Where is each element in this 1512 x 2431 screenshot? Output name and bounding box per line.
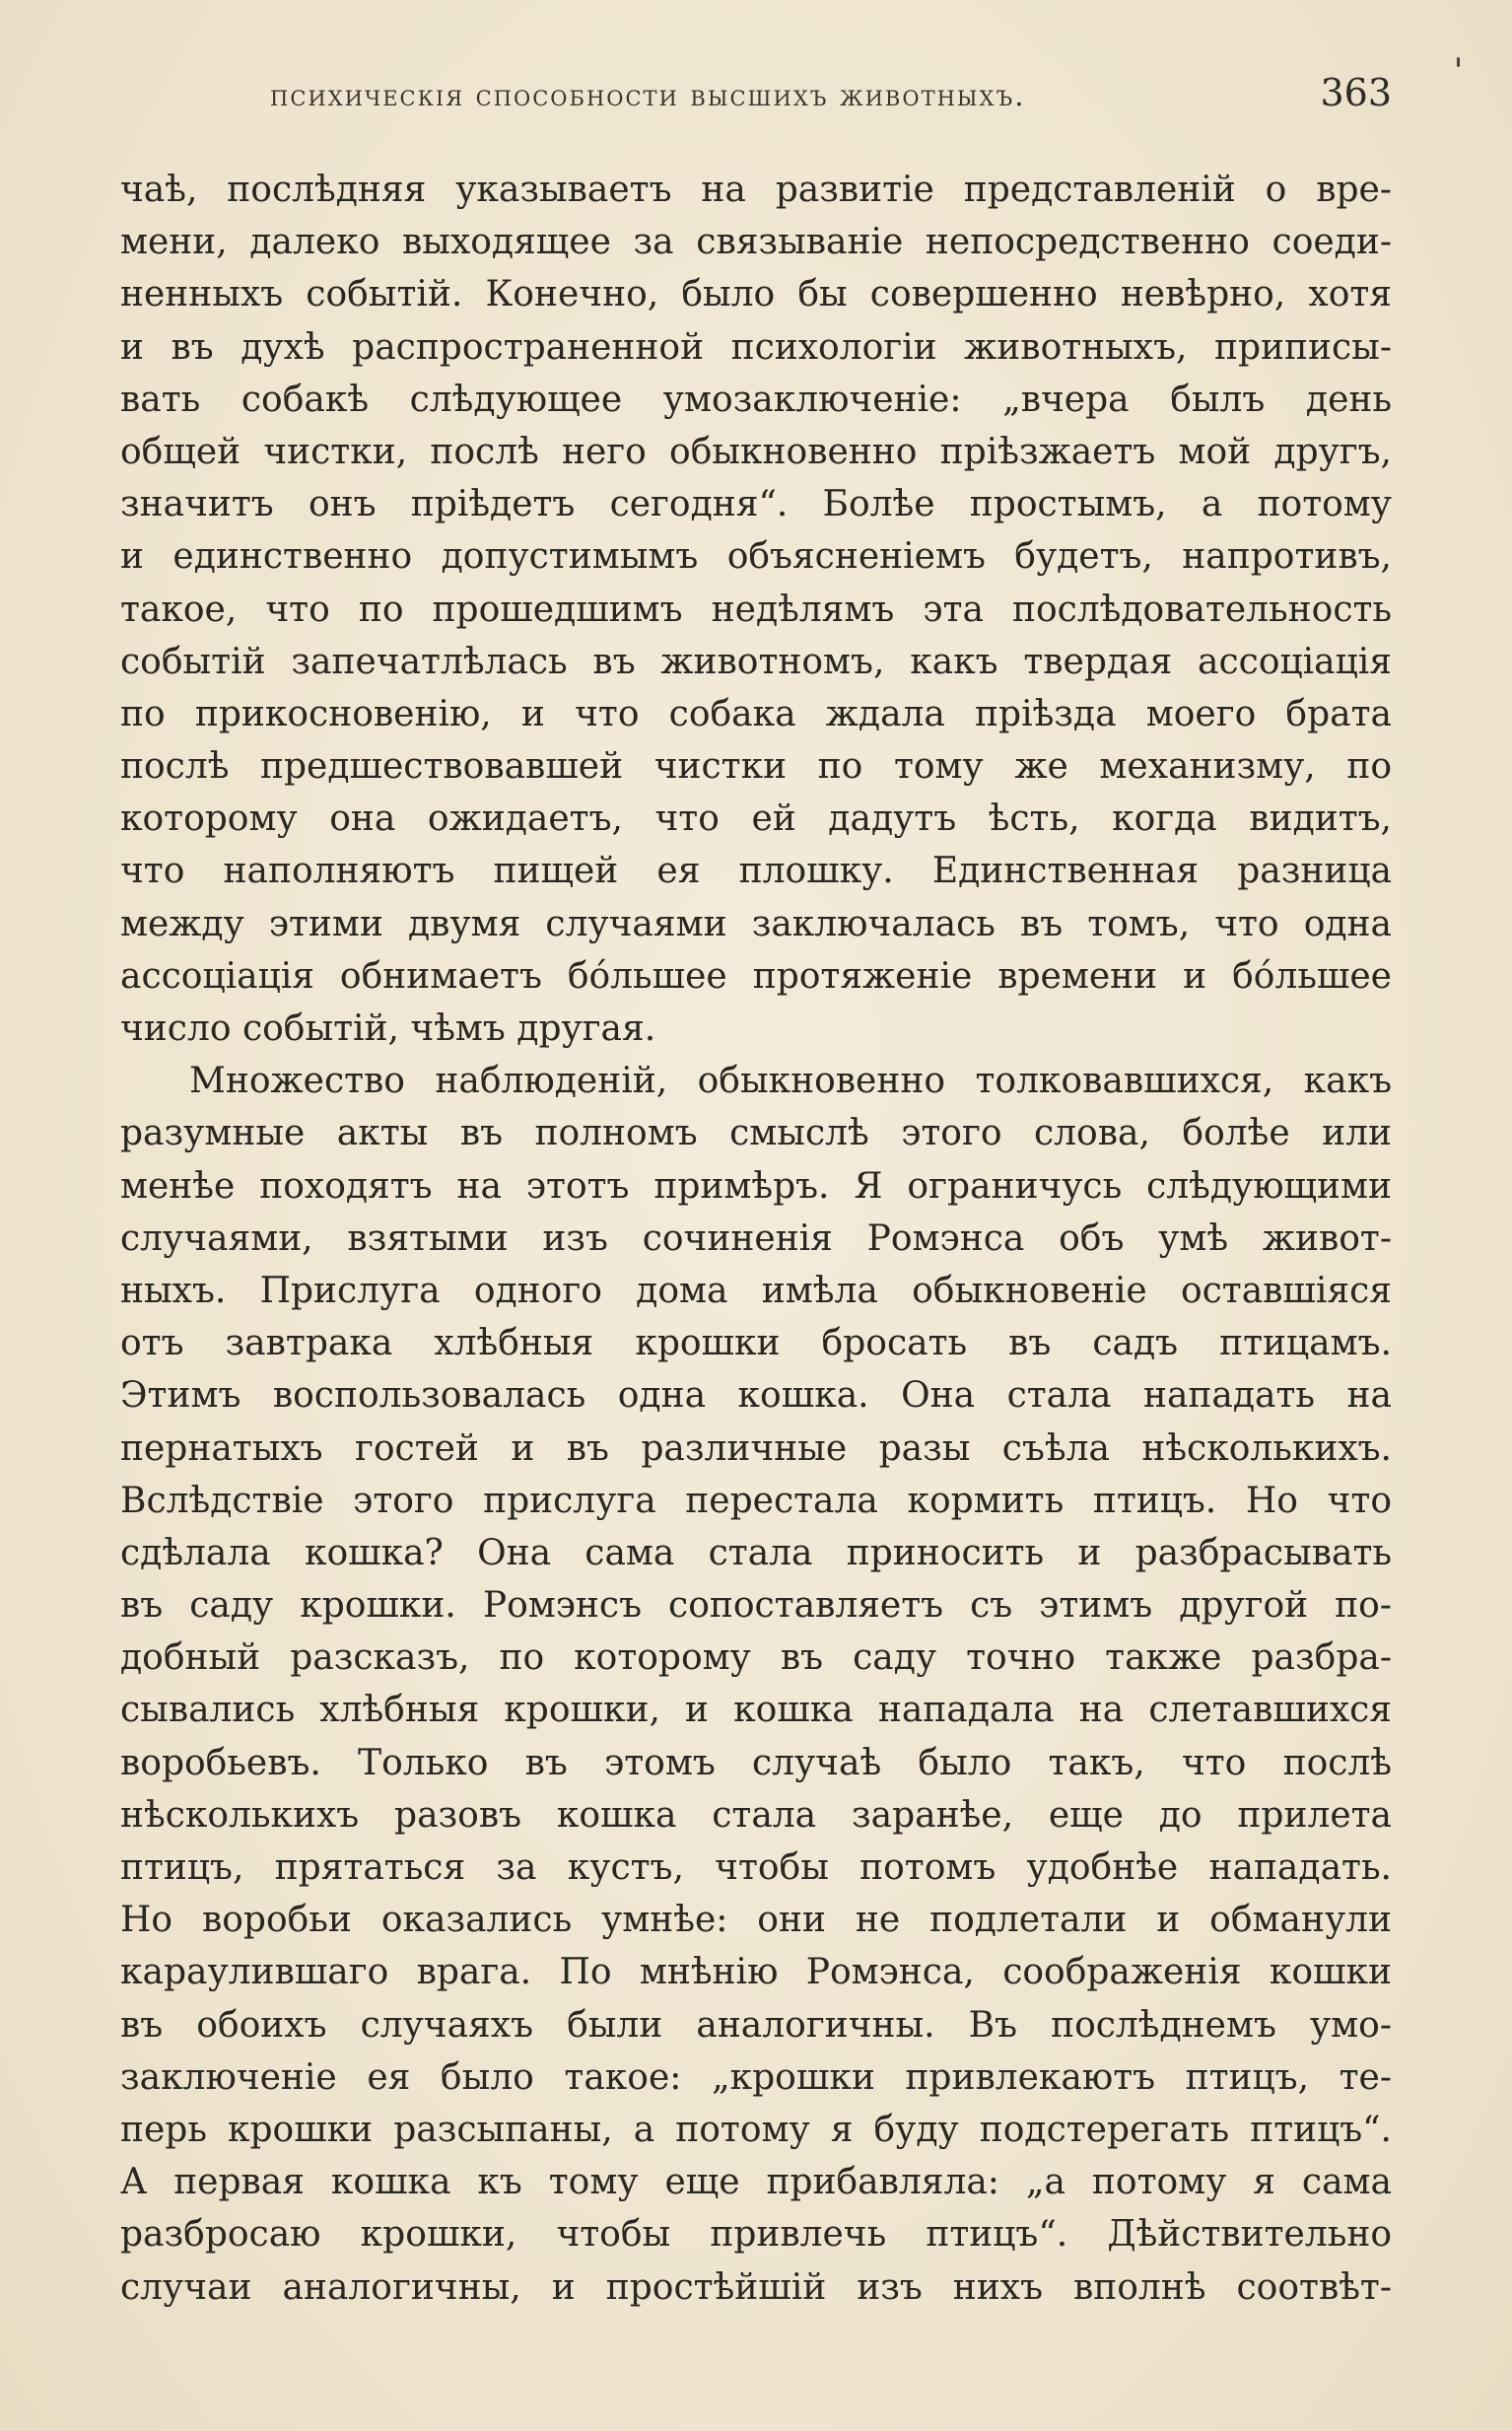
text-line: такое, что по прошедшимъ недѣлямъ эта послѣдовательность bbox=[120, 589, 1392, 630]
text-line: общей чистки, послѣ него обыкновенно пріѣзжаетъ мой другъ, bbox=[120, 431, 1392, 472]
text-line: число событій, чѣмъ другая. bbox=[120, 1008, 656, 1049]
text-line: что наполняютъ пищей ея плошку. Единственная разница bbox=[120, 851, 1392, 892]
text-line: которому она ожидаетъ, что ей дадутъ ѣсть, когда видитъ, bbox=[120, 799, 1392, 840]
text-line: значитъ онъ пріѣдетъ сегодня“. Болѣе простымъ, а потому bbox=[120, 484, 1392, 525]
paragraph-1 bbox=[120, 164, 1392, 1055]
text-line: добный разсказъ, по которому въ саду точно также разбра- bbox=[120, 1637, 1392, 1679]
text-line: ненныхъ событій. Конечно, было бы совершенно невѣрно, хотя bbox=[120, 274, 1392, 315]
text-line: событій запечатлѣлась въ животномъ, какъ твердая ассоціація bbox=[120, 641, 1392, 682]
running-title: психическія способности высшихъ животныхъ. bbox=[270, 79, 1026, 113]
text-line: ассоціація обнимаетъ бо́льшее протяженіе времени и бо́льшее bbox=[120, 955, 1392, 997]
text-line: А первая кошка къ тому еще прибавляла: „а потому я сама bbox=[120, 2162, 1392, 2203]
text-line: разумные акты въ полномъ смыслѣ этого слова, болѣе или bbox=[120, 1113, 1392, 1154]
text-line: и единственно допустимымъ объясненіемъ будетъ, напротивъ, bbox=[120, 536, 1392, 578]
running-head bbox=[120, 71, 1392, 130]
text-line: Вслѣдствіе этого прислуга перестала кормить птицъ. Но что bbox=[120, 1480, 1392, 1521]
text-line: между этими двумя случаями заключалась въ томъ, что одна bbox=[120, 903, 1392, 944]
text-line: чаѣ, послѣдняя указываетъ на развитіе представленій о вре- bbox=[120, 170, 1392, 210]
text-line: перь крошки разсыпаны, а потому я буду подстерегать птицъ“. bbox=[120, 2109, 1392, 2150]
text-line: послѣ предшествовавшей чистки по тому же механизму, по bbox=[120, 746, 1392, 788]
text-line: Но воробьи оказались умнѣе: они не подлетали и обманули bbox=[120, 1900, 1392, 1941]
text-line: воробьевъ. Только въ этомъ случаѣ было такъ, что послѣ bbox=[120, 1742, 1392, 1783]
paragraph-2 bbox=[120, 1055, 1392, 2314]
text-line: отъ завтрака хлѣбныя крошки бросать въ садъ птицамъ. bbox=[120, 1323, 1392, 1364]
text-line: птицъ, прятаться за кустъ, чтобы потомъ удобнѣе нападать. bbox=[120, 1847, 1392, 1888]
text-line: заключеніе ея было такое: „крошки привлекаютъ птицъ, те- bbox=[120, 2056, 1392, 2098]
text-line: по прикосновенію, и что собака ждала пріѣзда моего брата bbox=[120, 693, 1392, 734]
text-line: Этимъ воспользовалась одна кошка. Она стала нападать на bbox=[120, 1375, 1392, 1417]
text-line: менѣе походятъ на этотъ примѣръ. Я ограничусь слѣдующими bbox=[120, 1165, 1392, 1207]
text-line: Множество наблюденій, обыкновенно толковавшихся, какъ bbox=[189, 1061, 1392, 1102]
text-line: случаями, взятыми изъ сочиненія Ромэнса объ умѣ живот- bbox=[120, 1217, 1392, 1259]
body-text bbox=[120, 164, 1392, 2314]
text-line: случаи аналогичны, и простѣйшій изъ нихъ вполнѣ соотвѣт- bbox=[120, 2266, 1392, 2308]
text-line: вать собакѣ слѣдующее умозаключеніе: „вчера былъ день bbox=[120, 379, 1392, 420]
page-number: 363 bbox=[1320, 71, 1392, 114]
text-line: мени, далеко выходящее за связываніе непосредственно соеди- bbox=[120, 222, 1392, 263]
text-line: разбросаю крошки, чтобы привлечь птицъ“. Дѣйствительно bbox=[120, 2214, 1392, 2256]
text-line: въ обоихъ случаяхъ были аналогичны. Въ послѣднемъ умо- bbox=[120, 2004, 1392, 2046]
text-line: ныхъ. Прислуга одного дома имѣла обыкновеніе оставшіяся bbox=[120, 1270, 1392, 1311]
text-line: сдѣлала кошка? Она сама стала приносить и разбрасывать bbox=[120, 1532, 1392, 1573]
text-line: нѣсколькихъ разовъ кошка стала заранѣе, еще до прилета bbox=[120, 1794, 1392, 1836]
margin-speck bbox=[1457, 57, 1460, 67]
text-line: въ саду крошки. Ромэнсъ сопоставляетъ съ этимъ другой по- bbox=[120, 1585, 1392, 1627]
text-line: пернатыхъ гостей и въ различные разы съѣла нѣсколькихъ. bbox=[120, 1427, 1392, 1469]
text-line: сывались хлѣбныя крошки, и кошка нападала на слетавшихся bbox=[120, 1690, 1392, 1731]
text-line: и въ духѣ распространенной психологіи животныхъ, приписы- bbox=[120, 326, 1392, 368]
text-line: караулившаго врага. По мнѣнію Ромэнса, соображенія кошки bbox=[120, 1952, 1392, 1993]
